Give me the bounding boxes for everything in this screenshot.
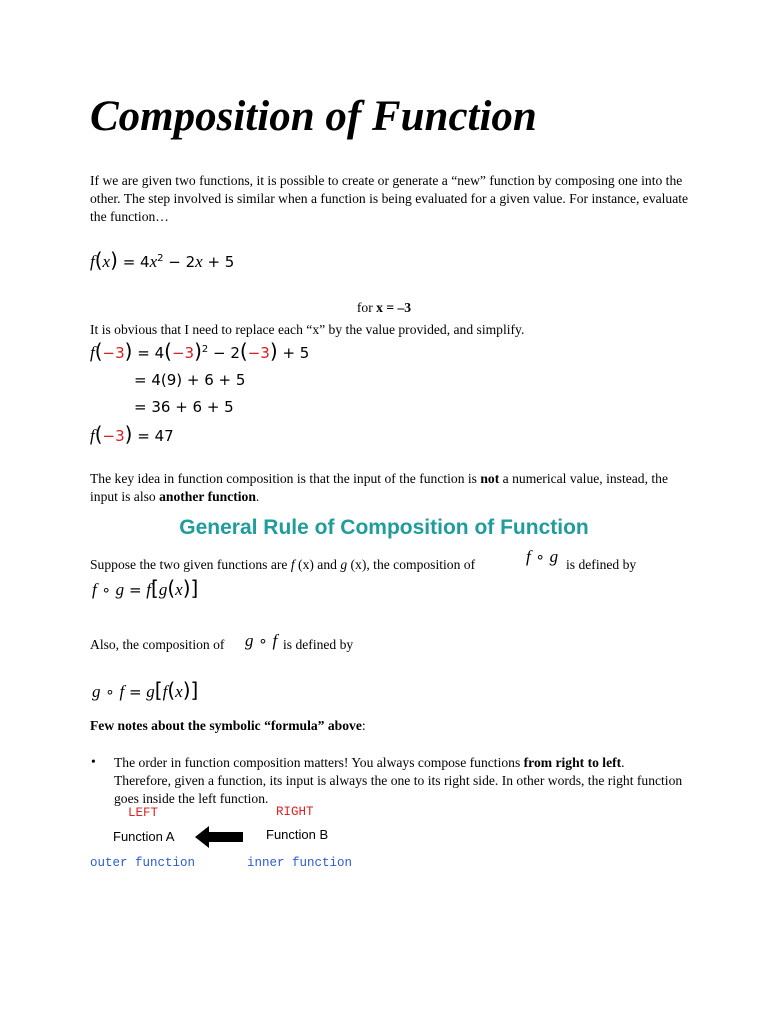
function-a-label: Function A	[113, 829, 175, 844]
outer-function-label: outer function	[90, 856, 196, 870]
key-idea-text-2: a numerical value, instead, the input is also	[90, 471, 668, 504]
suppose-line	[90, 557, 475, 573]
step-line-3: = 36 + 6 + 5	[134, 398, 234, 416]
formula-fog-f: f	[92, 580, 97, 599]
eq-f-term3: + 5	[202, 253, 235, 271]
key-idea-text-1: The key idea in function composition is that the input of the function is	[90, 471, 481, 486]
also-defined-by: is defined by	[283, 637, 354, 652]
formula-fog: f ∘ g = f[g(x)]	[92, 576, 199, 600]
page-title: Composition of Function	[90, 93, 537, 140]
step4-result: = 47	[132, 427, 174, 445]
formula-gof-f: f	[119, 682, 125, 701]
key-idea-not: not	[480, 471, 500, 486]
formula-gof: g ∘ f = g[f(x)]	[92, 678, 199, 702]
suppose-f: f	[290, 557, 295, 572]
also-line: Also, the composition of	[90, 637, 225, 652]
formula-fog-circ: ∘	[96, 581, 116, 599]
step1-neg3-c: −3	[247, 344, 270, 362]
suppose-fx: (x)	[294, 557, 314, 572]
for-value-line	[0, 300, 768, 316]
step1-f: f	[90, 343, 95, 362]
arrow-left-icon	[195, 826, 245, 848]
gof-symbol	[245, 631, 277, 651]
key-idea-text-3: .	[255, 489, 260, 504]
formula-gof-eq: =	[124, 683, 147, 701]
step1-neg3: −3	[102, 344, 125, 362]
key-idea-another-function: another function	[159, 489, 256, 504]
formula-gof-outer: g	[146, 682, 155, 701]
formula-fog-x: x	[175, 580, 183, 599]
fog-symbol	[526, 547, 558, 567]
right-label: RIGHT	[276, 805, 314, 819]
function-b-label: Function B	[266, 827, 329, 842]
inner-function-label: inner function	[247, 856, 353, 870]
step1-eq: = 4	[132, 344, 165, 362]
formula-gof-g: g	[92, 682, 101, 701]
formula-gof-inner: f	[162, 682, 168, 701]
eq-f-x1: x	[149, 252, 158, 271]
eq-f-coef: = 4	[122, 253, 150, 271]
bullet-symbol: •	[91, 754, 96, 769]
eq-f-power: 2	[157, 253, 164, 264]
fog-circ: ∘	[530, 548, 550, 566]
suppose-text-1: Suppose the two given functions are	[90, 557, 291, 572]
for-prefix: for	[356, 300, 377, 315]
bullet-text-2: . Therefore, given a function, its input is always the one to its right side. In other words, the right function goes inside the left function.	[114, 755, 683, 806]
notes-heading-colon: :	[361, 718, 366, 733]
left-label: LEFT	[128, 806, 159, 820]
function-equation: $f(x) = 4x^2 - 2x + 5$	[90, 248, 235, 272]
step-line-1: $f(-3) = 4(-3)^2 - 2(-3) + 5$	[90, 339, 310, 363]
key-idea-paragraph	[90, 470, 690, 506]
formula-fog-inner: g	[158, 580, 168, 599]
bullet-text	[114, 754, 684, 808]
eq-f-arg: x	[102, 252, 111, 271]
formula-gof-circ: ∘	[100, 683, 120, 701]
formula-fog-g: g	[115, 580, 125, 599]
formula-gof-x: x	[175, 682, 183, 701]
replace-instruction: It is obvious that I need to replace each “x” by the value provided, and simplify.	[90, 322, 525, 337]
notes-heading-text: Few notes about the symbolic “formula” above	[90, 718, 362, 733]
gof-g: g	[245, 631, 254, 650]
bullet-bold: from right to left	[523, 755, 622, 770]
notes-heading	[90, 718, 366, 734]
eq-f-x2: x	[195, 252, 203, 271]
step4-neg3: −3	[102, 427, 125, 445]
fog-g: g	[549, 547, 559, 566]
section-heading: General Rule of Composition of Function	[179, 516, 589, 539]
intro-paragraph: If we are given two functions, it is possible to create or generate a “new” function by composing one into the other. The step involved is similar when a function is being evaluated for a given value. For instance, evaluate the function…	[90, 173, 689, 224]
step-line-4: f(−3) = 47	[90, 422, 174, 446]
gof-f: f	[272, 631, 278, 650]
formula-fog-outer: f	[146, 580, 152, 599]
step1-power: 2	[201, 344, 209, 355]
step1-mid: − 2	[208, 344, 240, 362]
eq-f-name: f	[90, 252, 95, 271]
suppose-g: g	[340, 557, 348, 572]
step1-neg3-b: −3	[171, 344, 195, 362]
gof-circ: ∘	[253, 632, 273, 650]
suppose-defined-by: is defined by	[566, 557, 637, 572]
step1-end: + 5	[277, 344, 310, 362]
step-line-2: = 4(9) + 6 + 5	[134, 371, 246, 389]
suppose-and: and	[313, 557, 341, 572]
formula-fog-eq: =	[124, 581, 147, 599]
for-value: x = –3	[376, 300, 412, 315]
suppose-text-2: , the composition of	[366, 557, 476, 572]
eq-f-term2: − 2	[163, 253, 196, 271]
bullet-text-1: The order in function composition matters! You always compose functions	[114, 755, 524, 770]
step4-f: f	[90, 426, 95, 445]
suppose-gx: (x)	[347, 557, 367, 572]
fog-f: f	[526, 547, 531, 566]
